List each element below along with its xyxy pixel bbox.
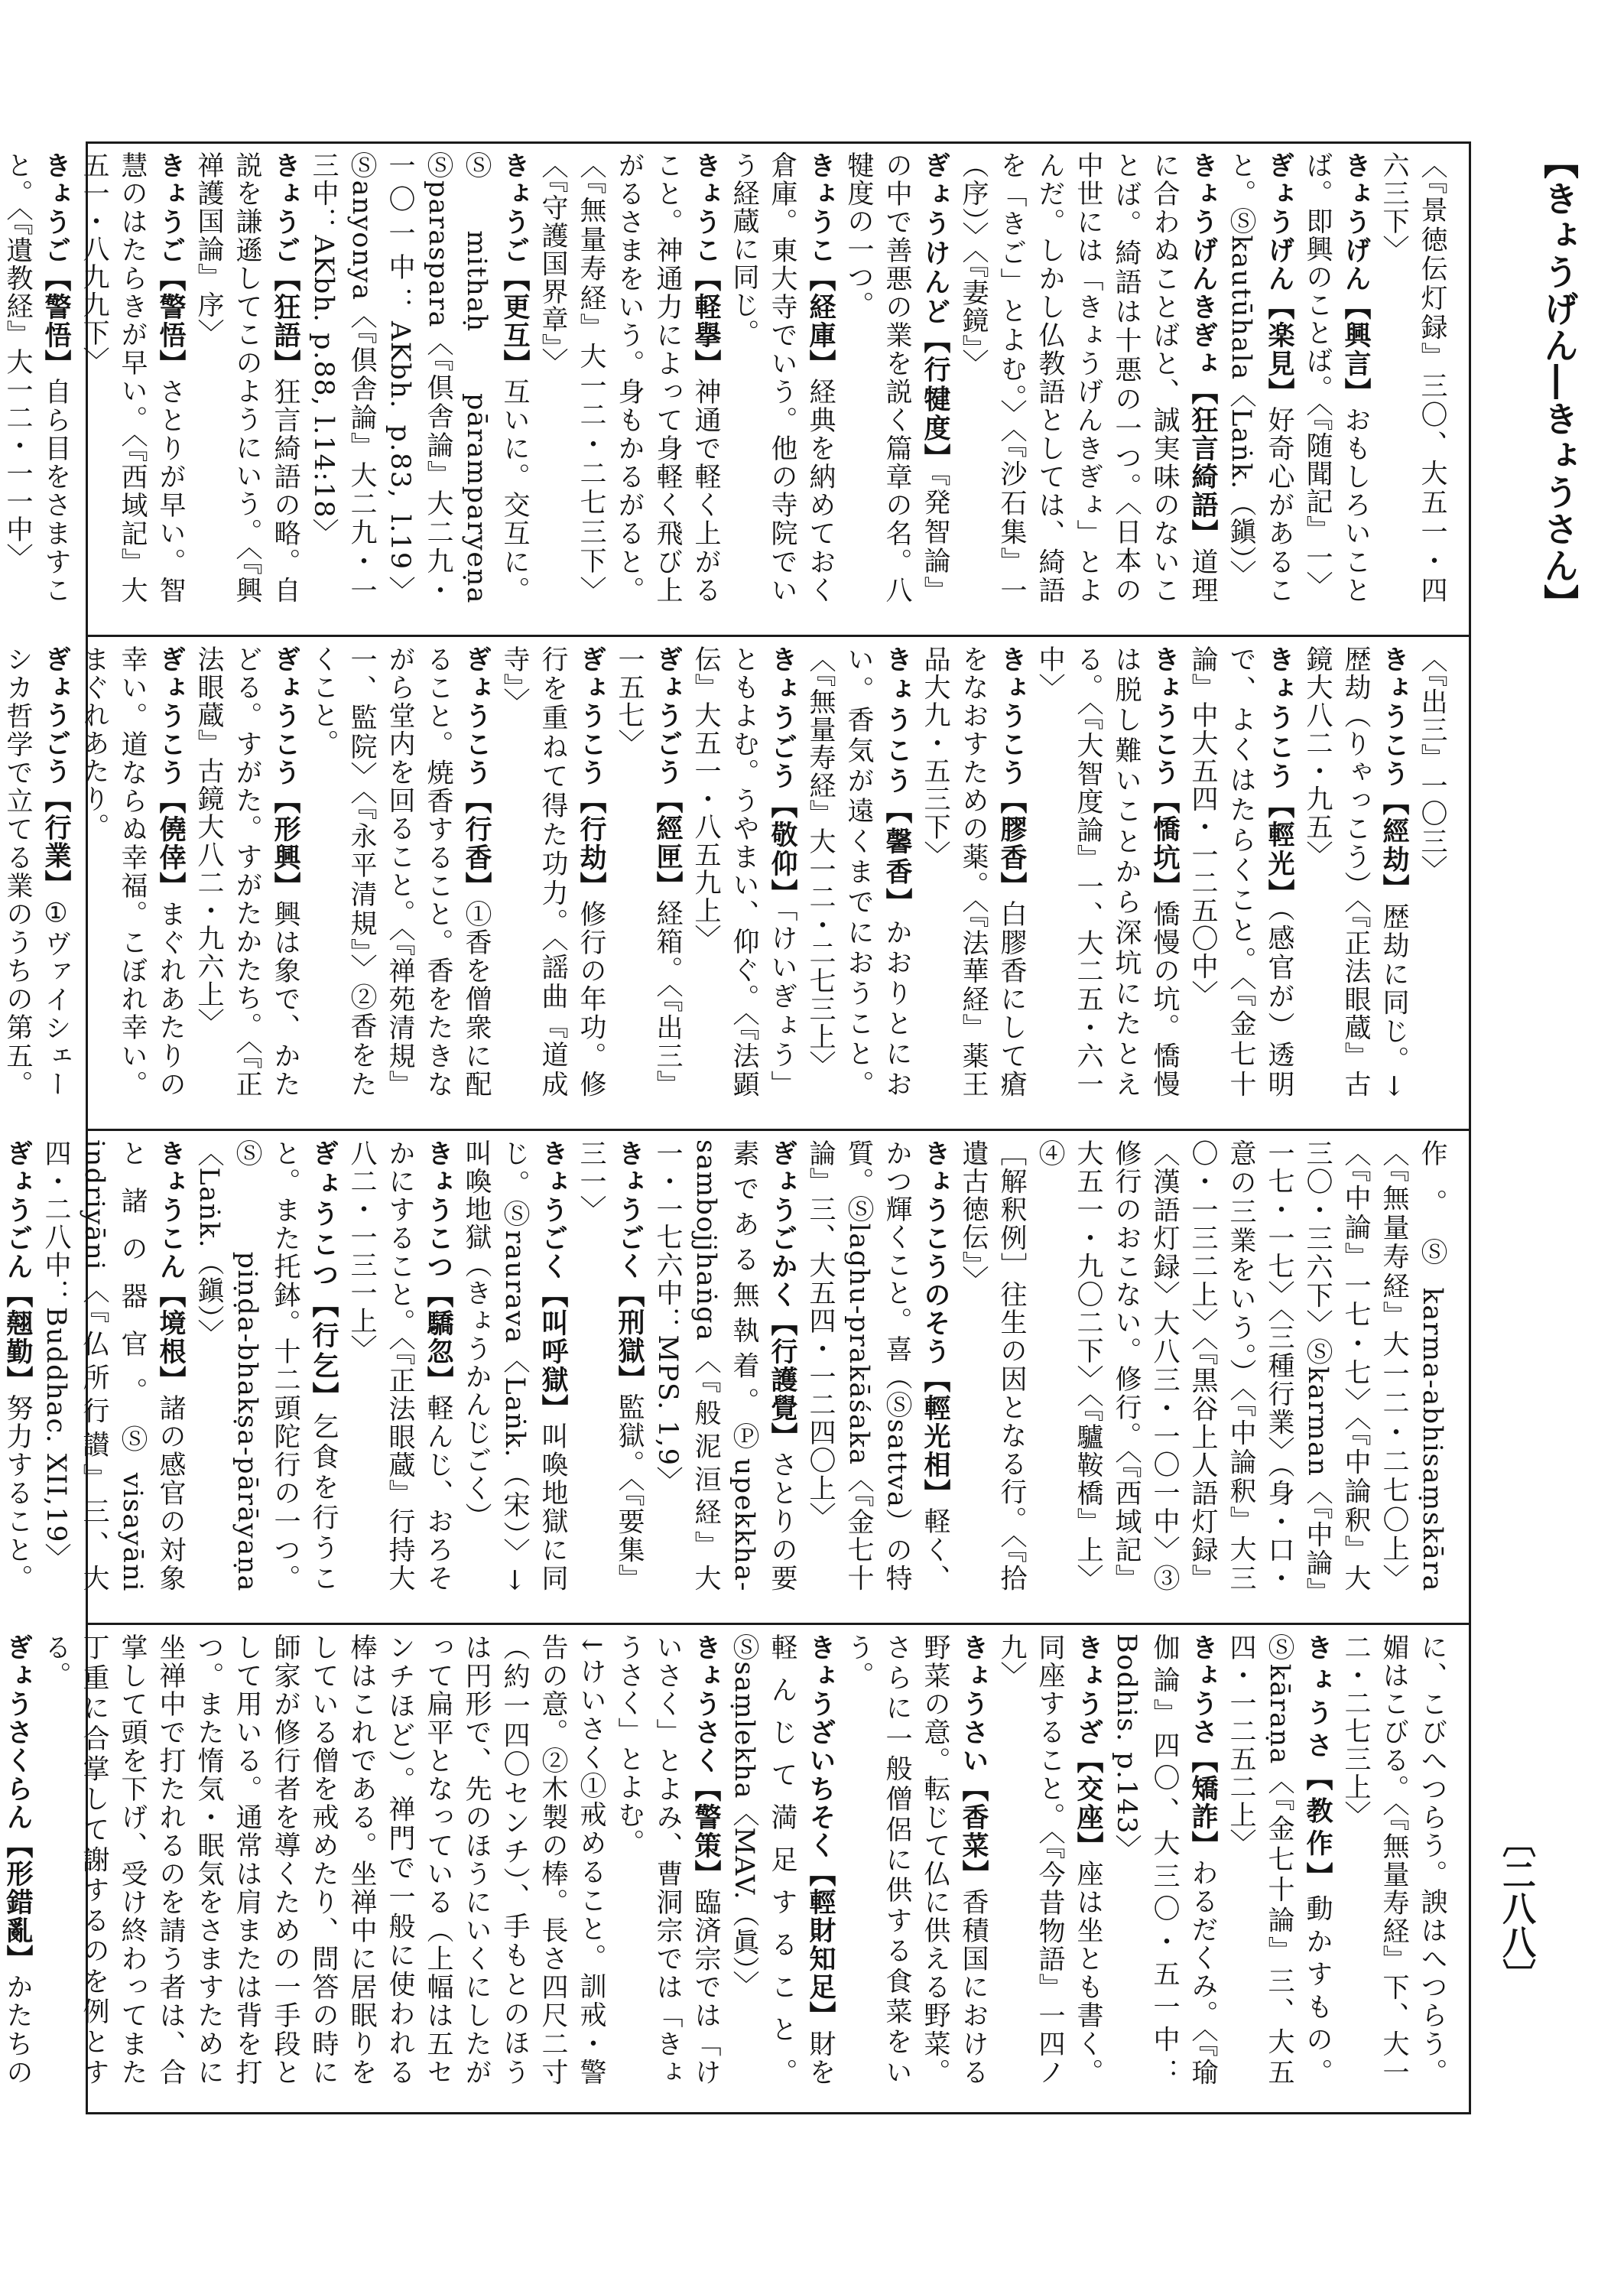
dictionary-entry [457, 1139, 572, 1592]
entry-headword: ぎょうげん【楽見】 [1264, 151, 1295, 407]
dictionary-entry [916, 645, 1031, 1098]
entry-definition: 動かすもの。Ⓢkāraṇa〈『金七十論』三、大五四・一二五二上〉 [1226, 1633, 1333, 2087]
dictionary-entry [1413, 645, 1451, 1098]
entry-definition: に、こびへつらう。諛はへつらう。媚はこびる。〈『無量寿経』下、大一二・二七三上〉 [1340, 1633, 1447, 2086]
entry-definition: 『発智論』の中で善悪の業を説く篇章の名。八犍度の一つ。 [843, 151, 950, 605]
dictionary-entry [1337, 1633, 1451, 2086]
tier-2 [2, 639, 1466, 1110]
page-number: 〔二八八〕 [1496, 1824, 1535, 1992]
dictionary-entry [840, 151, 954, 604]
entry-definition: （感官が）透明で、よくはたらくこと。〈『金七十論』中大五四・一二五〇中〉 [1187, 645, 1294, 1099]
entry-definition: 座は坐とも書く。同座すること。〈『今昔物語』一四ノ九〉 [996, 1633, 1103, 2087]
entry-definition: ①ヴァイシェーシカ哲学で立てる業のうちの第五。 [2, 645, 71, 1099]
entry-headword: ぎょうけんど【行犍度】 [920, 151, 951, 473]
entry-definition: 好奇心があること。Ⓢkautūhala〈Laṅk.（鎭）〉 [1226, 151, 1294, 605]
entry-definition: ①香を僧衆に配ること。焼香すること。香をたきながら堂内を回ること。〈『禅苑清規』一、監院〉〈『永平清規』〉②香をたくこと。 [308, 645, 492, 1099]
entry-headword: きょうげん【興言】 [1340, 151, 1372, 407]
entry-headword: きょうこつ【驕忽】 [423, 1139, 454, 1395]
entry-definition: 経箱。〈『出三』一五七〉 [614, 645, 683, 1098]
entry-definition: ［解釈例］往生の因となる行。〈『拾遺古徳伝』〉 [958, 1139, 1027, 1592]
dictionary-entry [304, 645, 495, 1098]
dictionary-entry [954, 151, 1222, 604]
entry-definition: 修行の年功。修行を重ねて得た功力。〈謡曲『道成寺』〉 [499, 645, 606, 1099]
entry-headword: きょうご【警悟】 [41, 151, 72, 379]
entry-definition: 憍慢の坑。憍慢は脱し難いことから深坑にたとえる。〈『大智度論』一、大二五・六一中〉 [1034, 645, 1180, 1099]
entry-headword: きょうこん【境根】 [155, 1139, 187, 1395]
entry-definition: 「けいぎょう」ともよむ。うやまい、仰ぐ。〈『法顕伝』大五一・八五九上〉 [690, 645, 797, 1099]
entry-headword: きょうごう【敬仰】 [767, 645, 798, 908]
entry-definition: 財を軽んじて満足すること。Ⓢsaṃlekha〈MAV.（眞）〉 [729, 1633, 836, 2087]
dictionary-entry [610, 645, 687, 1098]
entry-headword: ぎょうこう【形興】 [270, 645, 301, 901]
entry-definition: さとりの要素である無執着。Ⓟupekkha-sambojjhaṅga〈『般泥洹経』大一・一七六中：MPS. 1,9〉 [652, 1139, 797, 1593]
dictionary-entry [37, 1139, 190, 1592]
entry-definition: まぐれあたりの幸い。道ならぬ幸福。こぼれ幸い。まぐれあたり。 [79, 645, 186, 1099]
dictionary-entry [1184, 645, 1298, 1098]
dictionary-entry [1031, 1139, 1451, 1592]
entry-headword: きょうげんきぎょ【狂言綺語】 [1187, 151, 1219, 548]
dictionary-entry [534, 151, 725, 604]
entry-definition: かたちの [2, 1973, 33, 2087]
entry-headword: きょうこう【膠香】 [996, 645, 1028, 901]
dictionary-entry [75, 151, 190, 604]
entry-headword: きょうこう【輕光】 [1264, 645, 1295, 908]
tier-divider [86, 1129, 1471, 1131]
entry-headword: きょうさく【警策】 [690, 1633, 722, 1889]
entry-definition: 作。Ⓢkarma-abhisaṃskāra〈『無量寿経』大一二・二七〇上〉〈『中論』一七・七〉〈『中論釈』大三〇・三六下〉Ⓢkarman〈『中論』一七・一七〉〈三種行業〉（身・口・意の三業をいう。）〈『中論釈』大三〇・一三二上〉〈『黒谷上人語灯録』〈漢語灯録〉大八三・一〇一中〉③修行のおこない。修行。〈『西域記』大五一・九〇二下〉〈『驢鞍橋』上〉④ [1034, 1139, 1447, 1592]
dictionary-entry [37, 1633, 610, 2086]
dictionary-entry [725, 1633, 840, 2086]
entry-definition: 白膠香にして瘡をなおすための薬。〈『法華経』薬王品大九・五三下〉 [920, 645, 1027, 1099]
entry-definition: 互いに。交互に。Ⓢmithaḥ pāramparyeṇa Ⓢparaspara〈『倶舎論』大二九・一〇一中：AKbh. p.83, l.19〉Ⓢanyonya〈『倶舎論』大二九・一三中：AKbh. p.88, l.14:18〉 [308, 151, 530, 605]
dictionary-entry [1222, 151, 1298, 604]
dictionary-entry [840, 1633, 992, 2086]
entry-headword: きょうこ【経庫】 [805, 151, 836, 379]
entry-headword: きょうざ【交座】 [1073, 1633, 1104, 1861]
entry-headword: ぎょうごう【經匣】 [652, 645, 684, 900]
entry-definition: 歴劫に同じ。→歴劫（りゃっこう）〈『正法眼蔵』古鏡大八二・九五〉 [1302, 645, 1409, 1098]
entry-headword: きょうごく【刑獄】 [614, 1139, 645, 1394]
entry-headword: きょうさ【教作】 [1302, 1633, 1333, 1895]
dictionary-entry [190, 151, 304, 604]
entry-definition: 興は象で、かたどる。すがた。すがたかたち。〈『正法眼蔵』古鏡大八二・九六上〉 [193, 645, 300, 1099]
dictionary-entry [1107, 1633, 1222, 2086]
running-head: 【きょうげん―きょうさん】 [1538, 144, 1580, 621]
entry-headword: きょうこ【軽擧】 [690, 151, 722, 379]
entry-headword: きょうこう【憍坑】 [1149, 645, 1181, 901]
tier-1-text [2, 145, 1451, 605]
tier-4-text [2, 1627, 1451, 2087]
entry-headword: きょうざいちそく【輕財知足】 [805, 1633, 836, 2030]
entry-headword: ぎょうごん【翹勤】 [2, 1139, 34, 1395]
entry-definition: 努力すること。 [2, 1394, 33, 1593]
dictionary-entry [648, 1139, 801, 1592]
entry-definition: 自ら目をさますこと。〈『遺教経』大一二・一一中〉 [2, 151, 71, 605]
entry-headword: きょうさ【矯詐】 [1187, 1633, 1219, 1860]
entry-headword: きょうご【更互】 [499, 151, 531, 379]
entry-definition: 軽んじ、おろそかにすること。〈『正法眼蔵』行持大八二・一三一上〉 [346, 1139, 453, 1593]
dictionary-entry [343, 1139, 457, 1592]
dictionary-entry [687, 645, 801, 1098]
entry-definition: 香積国における野菜の意。転じて仏に供える野菜。さらに一般僧侶に供する食菜をいう。 [843, 1633, 989, 2087]
dictionary-entry [1298, 151, 1375, 604]
entry-headword: ぎょうごう【行業】 [41, 645, 72, 899]
entry-headword: きょうさい【香菜】 [958, 1633, 989, 1889]
dictionary-entry [190, 1139, 343, 1592]
dictionary-entry [801, 1139, 954, 1592]
entry-definition: 軽く、かつ輝くこと。喜（Ⓢsattva）の特質。Ⓢlaghu-prakāśaka〈『金七十論』三、大五四・一二四〇上〉 [805, 1139, 950, 1593]
dictionary-entry [1031, 645, 1184, 1098]
dictionary-entry [0, 645, 75, 1098]
entry-definition: かおりとにおい。香気が遠くまでにおうこと。〈『無量寿経』大一二・二七三上〉 [805, 645, 912, 1099]
dictionary-entry [1222, 1633, 1337, 2086]
entry-definition: 叫喚地獄に同じ。Ⓢraurava〈Laṅk.（宋）〉→叫喚地獄（きょうかんじごく） [461, 1139, 568, 1593]
entry-headword: きょうこうのそう【輕光相】 [920, 1139, 951, 1508]
entry-headword: ぎょうさくらん【形錯亂】 [2, 1633, 34, 1974]
entry-definition: 神通で軽く上がること。神通力によって身軽く飛び上がるさまをいう。身もかるがると。〈『無量寿経』大一二・二七三下〉〈『守護国界章』〉 [538, 151, 721, 605]
entry-definition: おもしろいことば。即興のことば。〈『随聞記』一〉 [1302, 151, 1371, 605]
dictionary-entry [992, 1633, 1107, 2086]
entry-definition: 監獄。〈『要集』三一〉 [576, 1139, 645, 1592]
entry-headword: きょうこう【馨香】 [882, 645, 913, 919]
dictionary-entry [610, 1633, 725, 2086]
entry-definition: 臨済宗では「けいさく」とよみ、曹洞宗では「きょうさく」とよむ。 [614, 1633, 721, 2087]
dictionary-entry [190, 645, 304, 1098]
dictionary-entry [801, 645, 916, 1098]
dictionary-entry [304, 151, 534, 604]
dictionary-entry [495, 645, 610, 1098]
dictionary-entry [0, 1633, 37, 2086]
tier-3-text [2, 1133, 1451, 1593]
tier-3 [2, 1133, 1466, 1604]
entry-definition: 〈『出三』一〇三〉 [1417, 645, 1447, 883]
entry-headword: ぎょうこつ【行乞】 [308, 1139, 339, 1413]
entry-headword: きょうこう【經劫】 [1379, 645, 1410, 903]
entry-definition: 経典を納めておく倉庫。東大寺でいう。他の寺院でいう経蔵に同じ。 [729, 151, 836, 605]
entry-definition: 乞食を行うこと。また托鉢。十二頭陀行の一つ。Ⓢpiṇḍa-bhakṣa-pārāyaṇa〈Laṅk.（鎭）〉 [193, 1139, 339, 1593]
dictionary-entry [75, 645, 190, 1098]
entry-definition: 道理に合わぬことばと、誠実味のないことば。綺語は十悪の一つ。〈日本の中世には「きょうげんきぎょ」とよんだ。しかし仏教語としては、綺語を「きご」とよむ。〉〈『沙石集』一（序）〉〈『妻鏡』〉 [958, 151, 1218, 605]
dictionary-entry [572, 1139, 648, 1592]
entry-headword: ぎょうごかく【行護覺】 [767, 1139, 798, 1451]
dictionary-entry [1375, 151, 1451, 604]
tier-4 [2, 1627, 1466, 2098]
entry-headword: きょうご【警悟】 [155, 151, 187, 379]
dictionary-entry [0, 151, 75, 604]
dictionary-entry [0, 1139, 37, 1592]
entry-definition: さとりが早い。智慧のはたらきが早い。〈『西域記』大五一・八九九下〉 [79, 151, 186, 605]
tier-divider [86, 1623, 1471, 1625]
tier-2-text [2, 639, 1451, 1099]
entry-headword: きょうご【狂語】 [270, 151, 301, 379]
tier-1 [2, 145, 1466, 616]
entry-headword: ぎょうこう【行香】 [461, 645, 492, 901]
dictionary-entry [725, 151, 840, 604]
tier-divider [86, 635, 1471, 637]
entry-headword: きょうごく【叫呼獄】 [538, 1139, 569, 1423]
entry-definition: わるだくみ。〈『瑜伽論』四〇、大三〇・五一中：Bodhis. p.143〉 [1111, 1633, 1218, 2086]
dictionary-entry [954, 1139, 1031, 1592]
entry-definition: 〈『景徳伝灯録』三〇、大五一・四六三下〉 [1379, 151, 1447, 604]
entry-definition: 狂言綺語の略。自説を謙遜してこのようにいう。〈『興禅護国論』序〉 [193, 151, 300, 605]
entry-headword: ぎょうこう【僥倖】 [155, 645, 187, 901]
entry-definition: ↓けいさく①戒めること。訓戒・警告の意。②木製の棒。長さ四尺二寸（約一四〇センチ）、手もとのほうは円形で、先のほうにいくにしたがって扁平となっている（上幅は五センチほど）。禅門で一般に使われる棒はこれである。坐禅中に居眠りをしている僧を戒めたり、問答の時に師家が修行者を導くための一手段として用いる。通常は肩または背を打つ。また惰気・眠気をさますために坐禅中で打たれるのを請う者は、合掌して頭を下げ、受け終わってまた丁重に合掌して謝するのを例とする。 [41, 1633, 606, 2086]
dictionary-entry [1298, 645, 1413, 1098]
entry-headword: ぎょうこう【行劫】 [576, 645, 607, 901]
entry-definition: 諸の感官の対象と諸の器官。Ⓢvisayāni indriyāni〈『仏所行讃』三、大四・二八中：Buddhac. XII,19〉 [41, 1139, 186, 1593]
